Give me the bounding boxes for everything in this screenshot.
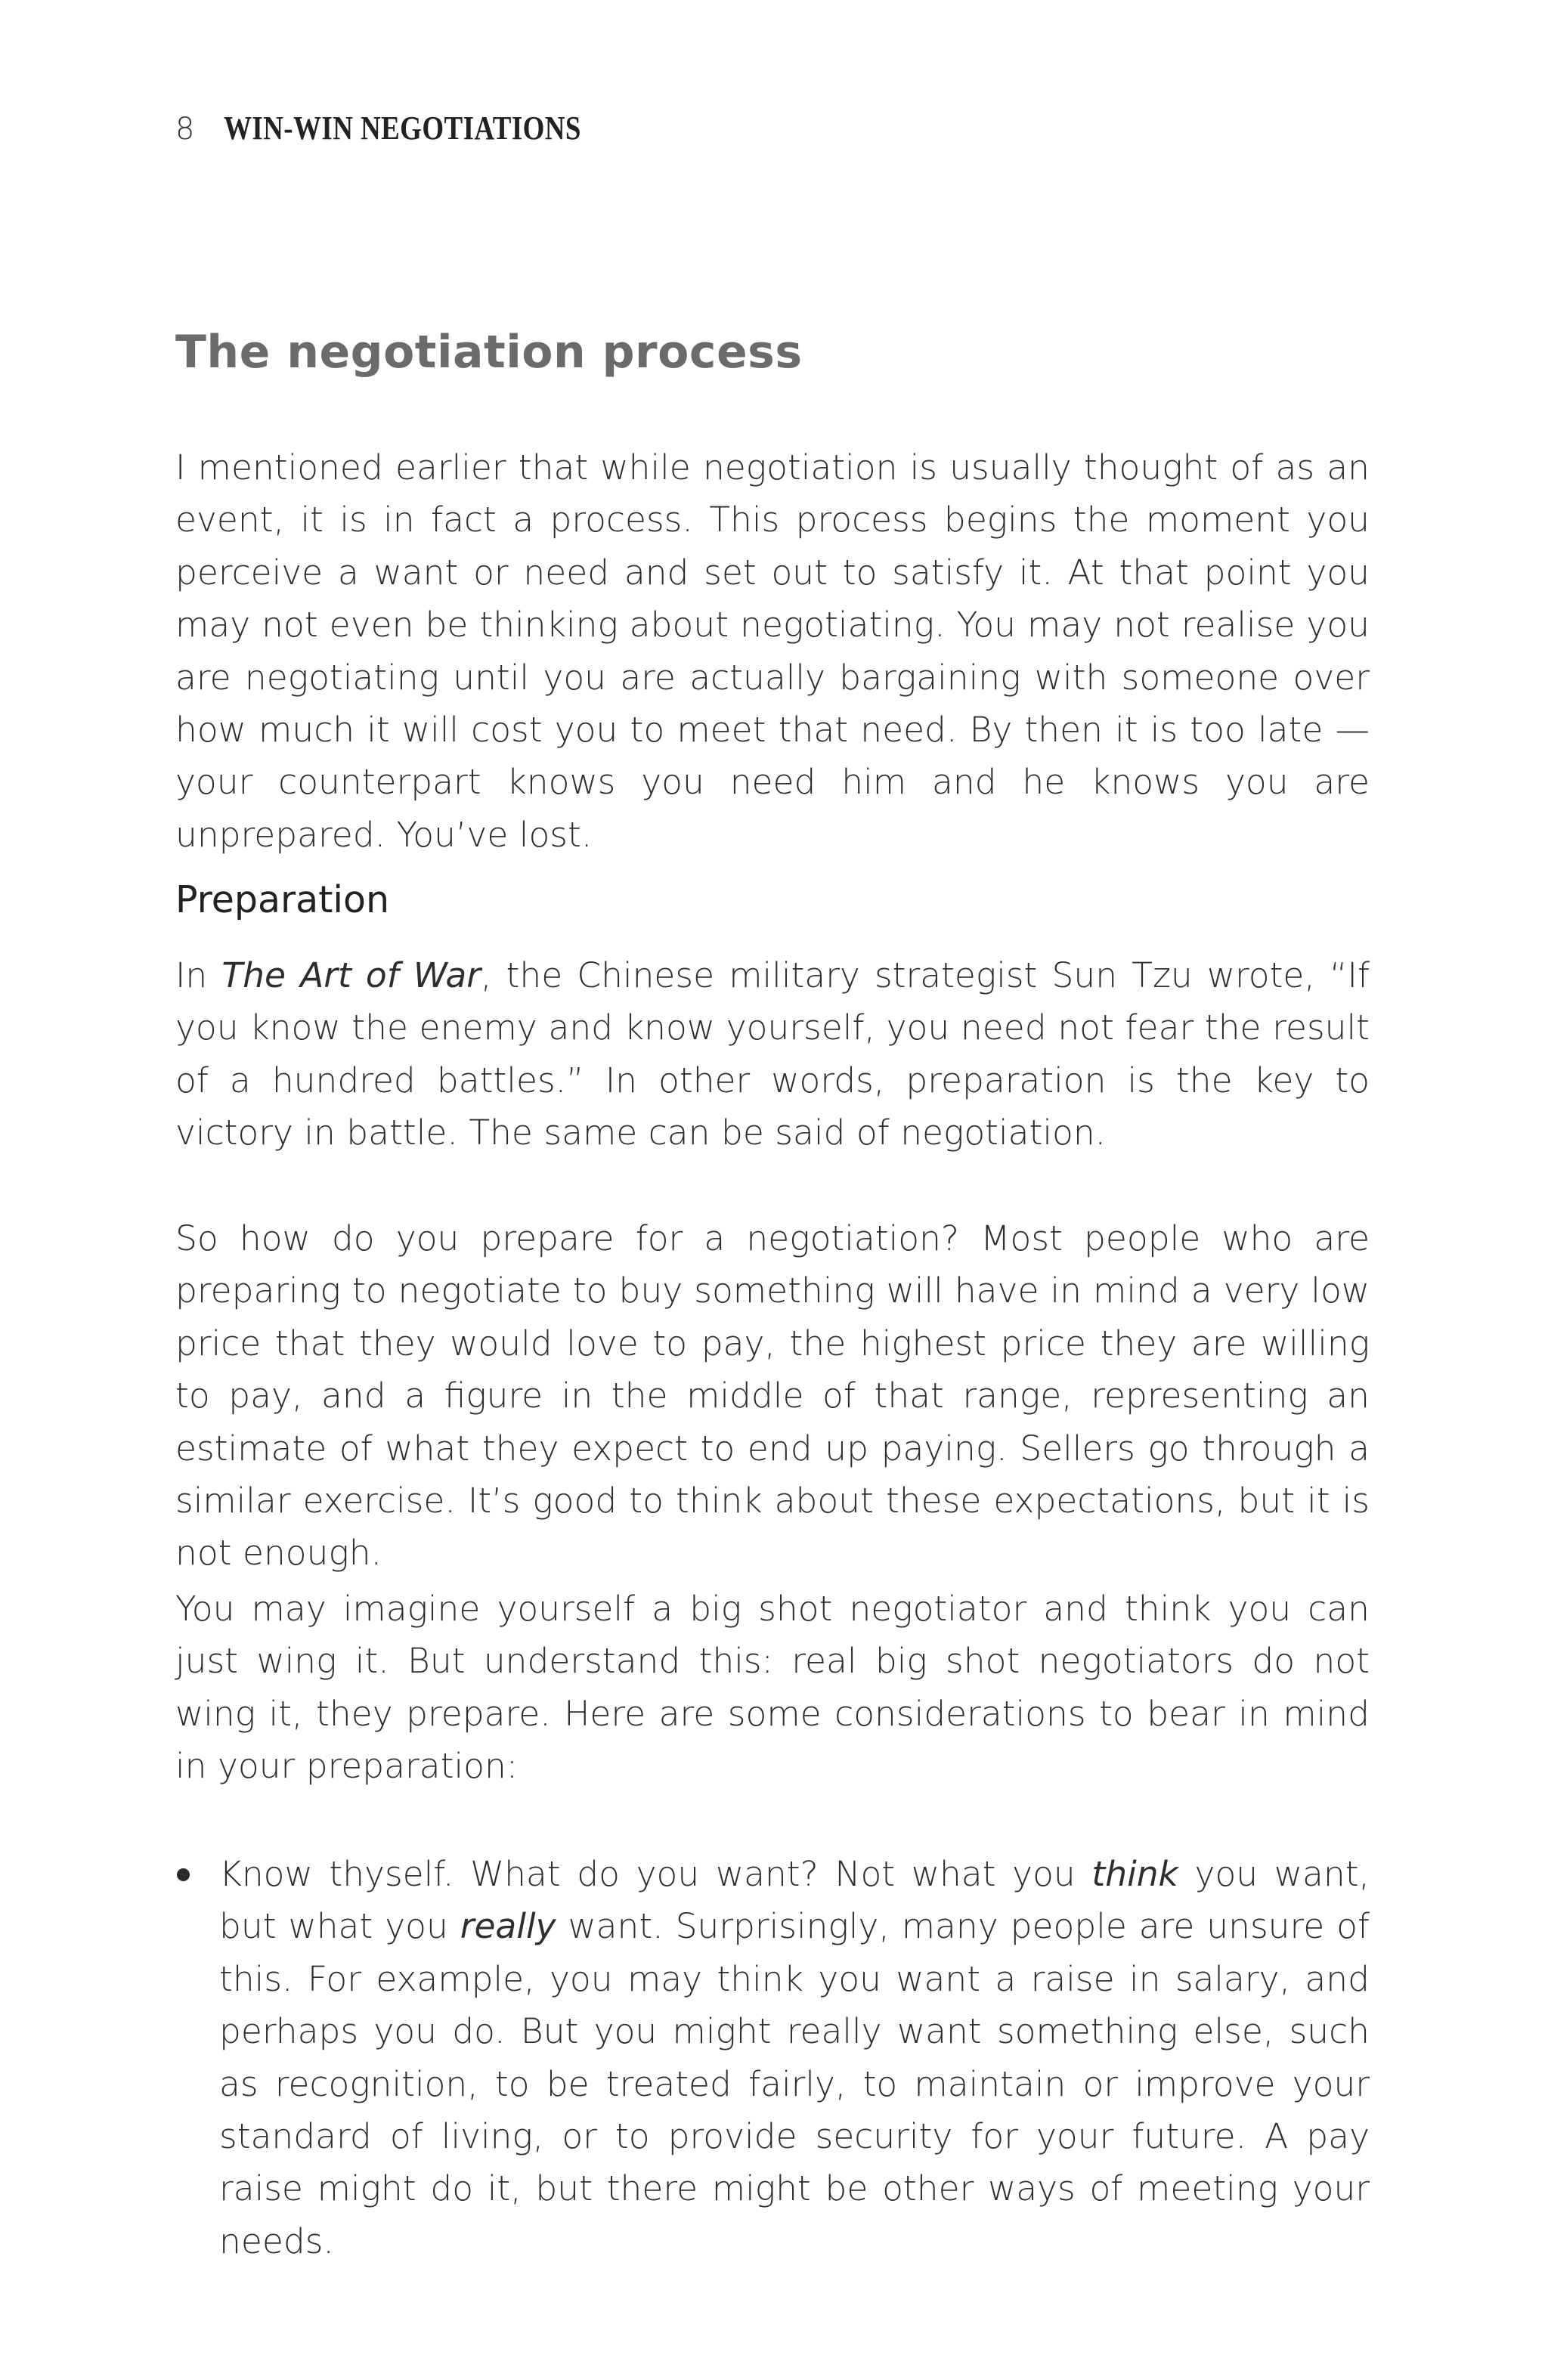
- paragraph-text: , the Chinese military strategist Sun Tzu wrote, “If you know the enemy and know yourself, you need not fear the result of a hundred battles.” In other words, preparation is the key to victory in battle. The same can be said of negotiation.: [175, 955, 1370, 1153]
- paragraph-big-shot: You may imagine yourself a big shot negotiator and think you can just wing it. But understand this: real big shot negotiators do not wing it, they prepare. Here are some considerations to bear in mind in your preparation:: [175, 1589, 1370, 1787]
- paragraph-text: In: [175, 955, 222, 995]
- book-title-italic: The Art of War: [221, 955, 481, 995]
- subheading-preparation: Preparation: [175, 878, 390, 921]
- list-item: [175, 1848, 1370, 2267]
- paragraph-art-of-war: [175, 949, 1370, 1159]
- emphasis-think: think: [1091, 1854, 1178, 1894]
- emphasis-really: really: [460, 1906, 556, 1947]
- paragraph-how-to-prepare: So how do you prepare for a negotiation? Most people who are preparing to negotiate to buy something will have in mind a very low price that they would love to pay, the highest price they are willing to pay, and a figure in the middle of that range, representing an estimate of what they expect to end up paying. Sellers go through a similar exercise. It’s good to think about these expectations, but it is not enough.: [175, 1218, 1370, 1574]
- list-item-text: want. Surprisingly, many people are unsure of this. For example, you may think you want a raise in salary, and perhaps you do. But you might really want something else, such as recognition, to be treated fairly, to maintain or improve your standard of living, or to provide security for your future. A pay raise might do it, but there might be other ways of meeting your needs.: [219, 1906, 1370, 2261]
- page-number: 8: [175, 112, 195, 147]
- intro-paragraph: I mentioned earlier that while negotiation is usually thought of as an event, it is in fact a process. This process begins the moment you perceive a want or need and set out to satisfy it. At that point you may not even be thinking about negotiating. You may not realise you are negotiating until you are actually bargaining with someone over how much it will cost you to meet that need. By then it is too late — your counterpart knows you need him and he knows you are unprepared. You’ve lost.: [175, 447, 1370, 855]
- section-heading: The negotiation process: [175, 326, 803, 379]
- list-item-text: you want, but what you: [219, 1854, 1370, 1947]
- running-header: [175, 106, 649, 152]
- list-item-text: Know thyself. What do you want? Not what you: [219, 1854, 1092, 1894]
- considerations-list: [175, 1848, 1370, 2267]
- running-title: WIN-WIN NEGOTIATIONS: [224, 110, 581, 147]
- bullet-icon: [177, 1868, 190, 1881]
